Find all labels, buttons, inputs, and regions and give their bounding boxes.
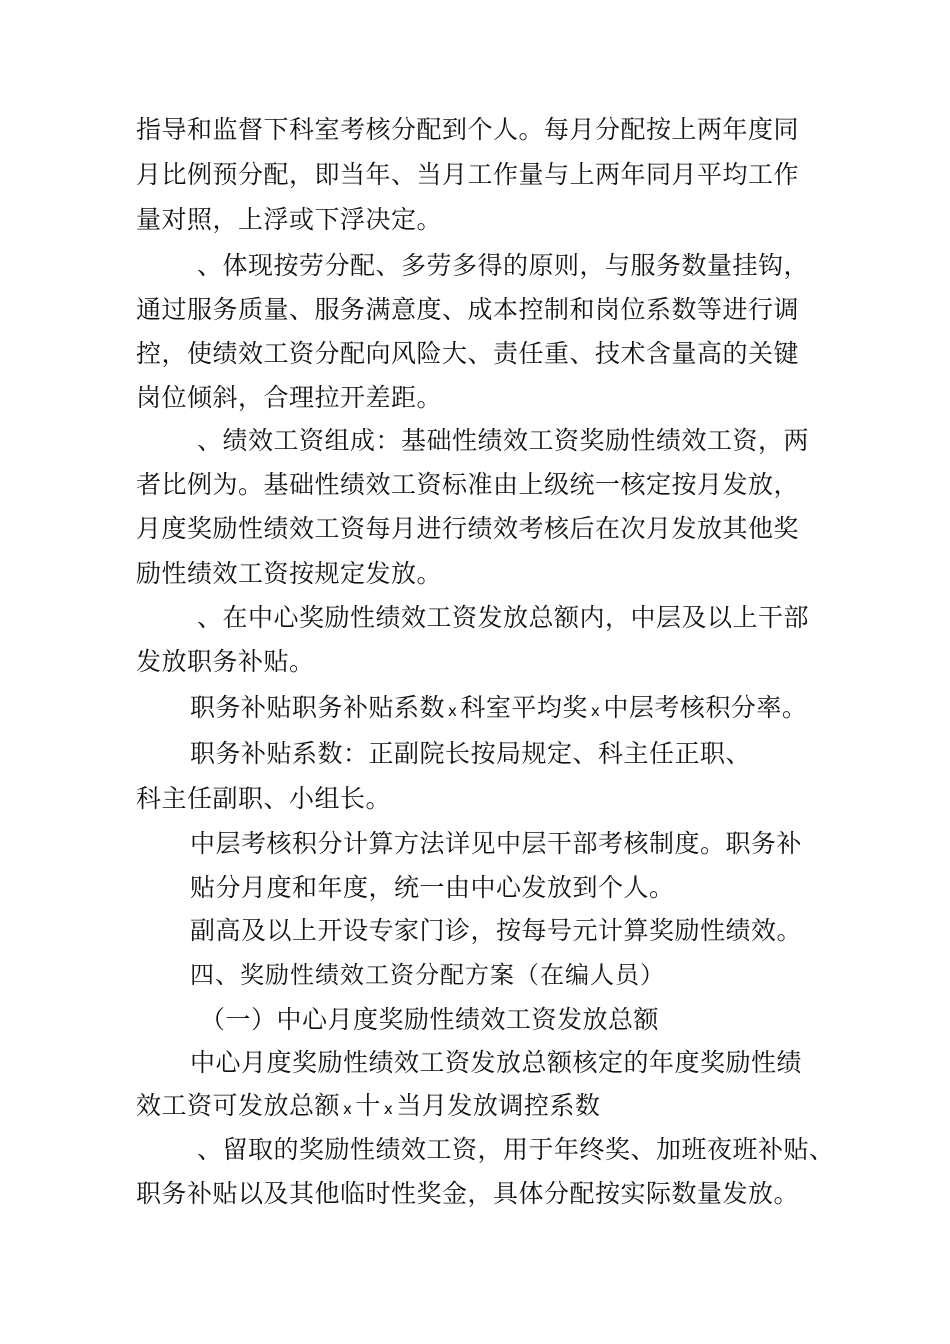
paragraph-line: 、体现按劳分配、多劳多得的原则，与服务数量挂钩， bbox=[197, 251, 810, 280]
formula-term: 效工资可发放总额 bbox=[136, 1091, 341, 1120]
paragraph-line: 者比例为。基础性绩效工资标准由上级统一核定按月发放， bbox=[136, 470, 800, 499]
paragraph-line: 、在中心奖励性绩效工资发放总额内，中层及以上干部 bbox=[197, 603, 810, 632]
formula-term: 科室平均奖 bbox=[460, 693, 588, 722]
multiply-sign: x bbox=[448, 702, 458, 720]
paragraph-line: 月度奖励性绩效工资每月进行绩效考核后在次月发放其他奖 bbox=[136, 514, 800, 543]
paragraph-line: 职务补贴以及其他临时性奖金，具体分配按实际数量发放。 bbox=[136, 1179, 800, 1208]
paragraph-line: 中层考核积分计算方法详见中层干部考核制度。职务补 bbox=[190, 829, 803, 858]
multiply-sign: x bbox=[590, 702, 601, 720]
paragraph-line: 量对照，上浮或下浮决定。 bbox=[136, 205, 443, 234]
paragraph-line: 控，使绩效工资分配向风险大、责任重、技术含量高的关键 bbox=[136, 339, 800, 368]
formula-line bbox=[136, 1088, 600, 1127]
formula-term: 当月发放调控系数 bbox=[396, 1091, 601, 1120]
formula-term: 十 bbox=[355, 1091, 381, 1120]
paragraph-line: 、绩效工资组成：基础性绩效工资奖励性绩效工资，两 bbox=[197, 426, 810, 455]
formula-term: 中层考核积分率。 bbox=[603, 693, 808, 722]
paragraph-line: 贴分月度和年度，统一由中心发放到个人。 bbox=[190, 873, 675, 902]
formula-line bbox=[190, 690, 807, 729]
multiply-sign: x bbox=[343, 1100, 353, 1118]
paragraph-line: 月比例预分配，即当年、当月工作量与上两年同月平均工作 bbox=[136, 160, 800, 189]
paragraph-line: 通过服务质量、服务满意度、成本控制和岗位系数等进行调 bbox=[136, 295, 800, 324]
multiply-sign: x bbox=[383, 1100, 394, 1118]
paragraph-line: 副高及以上开设专家门诊，按每号元计算奖励性绩效。 bbox=[190, 916, 803, 945]
paragraph-line: 岗位倾斜，合理拉开差距。 bbox=[136, 383, 443, 412]
paragraph-line: 发放职务补贴。 bbox=[136, 647, 315, 676]
subsection-heading: （一）中心月度奖励性绩效工资发放总额 bbox=[200, 1005, 660, 1034]
paragraph-line: 、留取的奖励性绩效工资，用于年终奖、加班夜班补贴、 bbox=[197, 1135, 835, 1164]
paragraph-line: 科主任副职、小组长。 bbox=[136, 784, 392, 813]
paragraph-line: 指导和监督下科室考核分配到个人。每月分配按上两年度同 bbox=[136, 115, 800, 144]
section-heading: 四、奖励性绩效工资分配方案（在编人员） bbox=[190, 961, 665, 989]
paragraph-line: 中心月度奖励性绩效工资发放总额核定的年度奖励性绩 bbox=[190, 1048, 803, 1077]
paragraph-line: 职务补贴系数：正副院长按局规定、科主任正职、 bbox=[190, 739, 752, 768]
formula-term: 职务补贴职务补贴系数 bbox=[190, 693, 446, 722]
paragraph-line: 励性绩效工资按规定发放。 bbox=[136, 559, 443, 588]
